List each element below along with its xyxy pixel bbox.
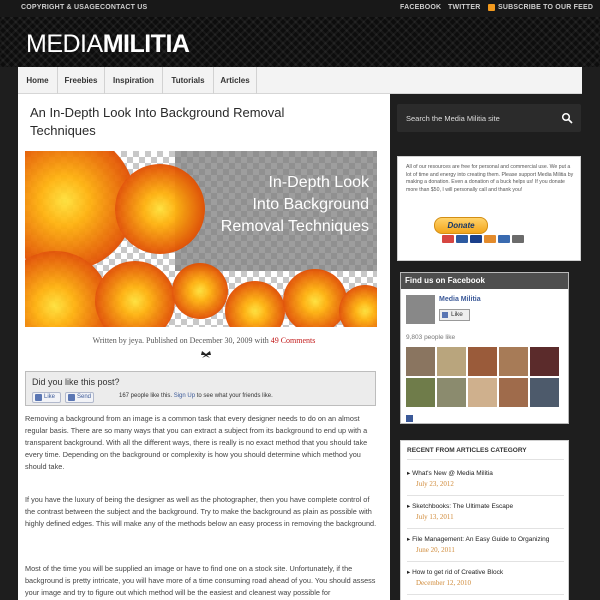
logo-part-media: MEDIA: [26, 30, 103, 58]
recent-article-date: July 13, 2011: [416, 513, 454, 521]
post-hero-image: [25, 151, 377, 327]
fan-avatar[interactable]: [530, 347, 559, 376]
recent-article-title[interactable]: [407, 568, 503, 576]
logo-part-militia: MILITIA: [102, 30, 190, 58]
page-avatar[interactable]: [406, 295, 435, 324]
donate-text: All of our resources are free for personal and commercial use. We put a lot of time and energy into creating them. Please support Media Militia by making a donation. Even a donation of a buck helps us! If you donate more than $50, I will personally call and thank you!: [406, 164, 574, 193]
like-question: Did you like this post?: [32, 377, 120, 387]
recent-article-title[interactable]: [407, 502, 513, 510]
recent-article-date: July 23, 2012: [416, 480, 454, 488]
main-nav: [18, 67, 582, 94]
post-meta-text: Written by jeya. Published on December 30, 2009 with: [92, 336, 271, 345]
fan-avatar[interactable]: [406, 347, 435, 376]
divider: [407, 594, 564, 595]
fb-signup-link[interactable]: Sign Up: [173, 393, 196, 399]
recent-article-date: June 20, 2011: [416, 546, 455, 554]
main-content: [18, 94, 390, 600]
site-header: [0, 17, 600, 67]
fan-avatar[interactable]: [468, 347, 497, 376]
recent-article-title[interactable]: [407, 469, 493, 477]
card-icon: [498, 235, 510, 243]
facebook-widget: [400, 272, 569, 424]
divider: [407, 561, 564, 562]
top-bar: [0, 0, 600, 17]
recent-articles-widget: [400, 440, 569, 600]
nav-freebies[interactable]: Freebies: [58, 67, 105, 94]
subscribe-feed-link[interactable]: SUBSCRIBE TO OUR FEED: [498, 4, 594, 11]
card-icon: [442, 235, 454, 243]
butterfly-icon: [201, 351, 211, 358]
like-post-box: [25, 371, 376, 406]
post-paragraph-3: Most of the time you will be supplied an image or have to find one on a stock site. Unfortunately, if the background is pretty intricate, you will have more of a time consuming road ahead of you. You should assess your image and try to figure out which method will be the easiest and cleanest way possible for: [25, 564, 376, 597]
fan-avatar[interactable]: [468, 378, 497, 407]
divider: [407, 459, 564, 460]
recent-article-date: December 12, 2010: [416, 579, 472, 587]
post-title[interactable]: An In-Depth Look Into Background Removal Techniques: [30, 105, 285, 138]
thumbs-up-icon: [442, 312, 448, 318]
arrow-icon: ▸: [407, 536, 413, 543]
facebook-link[interactable]: FACEBOOK: [400, 4, 442, 11]
nav-tutorials[interactable]: Tutorials: [163, 67, 214, 94]
search-box[interactable]: [397, 104, 581, 132]
comments-link[interactable]: 49 Comments: [270, 336, 316, 345]
fb-like-button[interactable]: [32, 392, 61, 403]
like-count: 167 people like this.: [119, 393, 173, 399]
facebook-page-like-label: Like: [451, 311, 463, 318]
recent-article-title-text: How to get rid of Creative Block: [412, 569, 504, 576]
facebook-like-count: 9,803 people like: [406, 334, 456, 341]
post-paragraph-2: If you have the luxury of being the designer as well as the photographer, then you have complete control of the contrast between the subject and the background. Try to make the background as plain as possible with highly defined edges. This will make any of the methods below an easy process in removing the background.: [25, 495, 377, 528]
hero-line-3: Removal Techniques: [220, 218, 369, 235]
search-icon[interactable]: [561, 112, 573, 124]
search-input[interactable]: Search the Media Militia site: [406, 114, 500, 123]
nav-inspiration[interactable]: Inspiration: [105, 67, 163, 94]
fan-avatar[interactable]: [499, 378, 528, 407]
facebook-page-name[interactable]: Media Militia: [439, 296, 481, 303]
recent-article-title-text: File Management: An Easy Guide to Organizing: [412, 536, 550, 543]
like-count-suffix: to see what your friends like.: [195, 393, 273, 399]
fb-send-label: Send: [77, 394, 92, 400]
copyright-usage-link[interactable]: COPYRIGHT & USAGE: [21, 4, 100, 11]
post-paragraph-1: Removing a background from an image is a common task that every designer needs to do on an almost regular basis. There are so many ways that you can extract a subject from its background to end up with a transparent background. With all the different ways, there is really is no exact method that you should take every time. Depending on the background or complexity is how you should determine which method you should take.: [25, 414, 368, 471]
like-count-text: [119, 393, 273, 399]
post-meta: [18, 336, 390, 345]
card-icon: [456, 235, 468, 243]
hero-line-1: In-Depth Look: [268, 174, 369, 191]
site-logo[interactable]: [26, 30, 189, 58]
fan-avatar[interactable]: [499, 347, 528, 376]
card-icon: [512, 235, 524, 243]
twitter-link[interactable]: TWITTER: [448, 4, 481, 11]
arrow-icon: ▸: [407, 470, 413, 477]
rss-icon: [488, 4, 495, 11]
thumbs-up-icon: [35, 394, 42, 401]
donate-button[interactable]: Donate: [434, 217, 488, 234]
hero-line-2: Into Background: [252, 196, 369, 213]
card-icon: [470, 235, 482, 243]
recent-article-title-text: Sketchbooks: The Ultimate Escape: [412, 503, 514, 510]
arrow-icon: ▸: [407, 503, 413, 510]
send-icon: [68, 394, 75, 401]
recent-article-title-text: What's New @ Media Militia: [412, 470, 493, 477]
facebook-page-like-button[interactable]: [439, 309, 470, 321]
arrow-icon: ▸: [407, 569, 413, 576]
fan-avatar[interactable]: [530, 378, 559, 407]
fb-like-label: Like: [44, 394, 56, 400]
fb-send-button[interactable]: [65, 392, 94, 403]
fan-avatar[interactable]: [437, 347, 466, 376]
contact-us-link[interactable]: CONTACT US: [100, 4, 148, 11]
facebook-widget-title: Find us on Facebook: [401, 273, 568, 289]
nav-articles[interactable]: Articles: [214, 67, 257, 94]
donate-box: [397, 156, 581, 261]
fan-avatar[interactable]: [406, 378, 435, 407]
recent-articles-title: RECENT FROM ARTICLES CATEGORY: [407, 447, 527, 454]
divider: [407, 528, 564, 529]
facebook-icon[interactable]: [406, 415, 413, 422]
card-icon: [484, 235, 496, 243]
fan-avatar[interactable]: [437, 378, 466, 407]
nav-home[interactable]: Home: [18, 67, 58, 94]
divider: [407, 495, 564, 496]
recent-article-title[interactable]: [407, 535, 549, 543]
